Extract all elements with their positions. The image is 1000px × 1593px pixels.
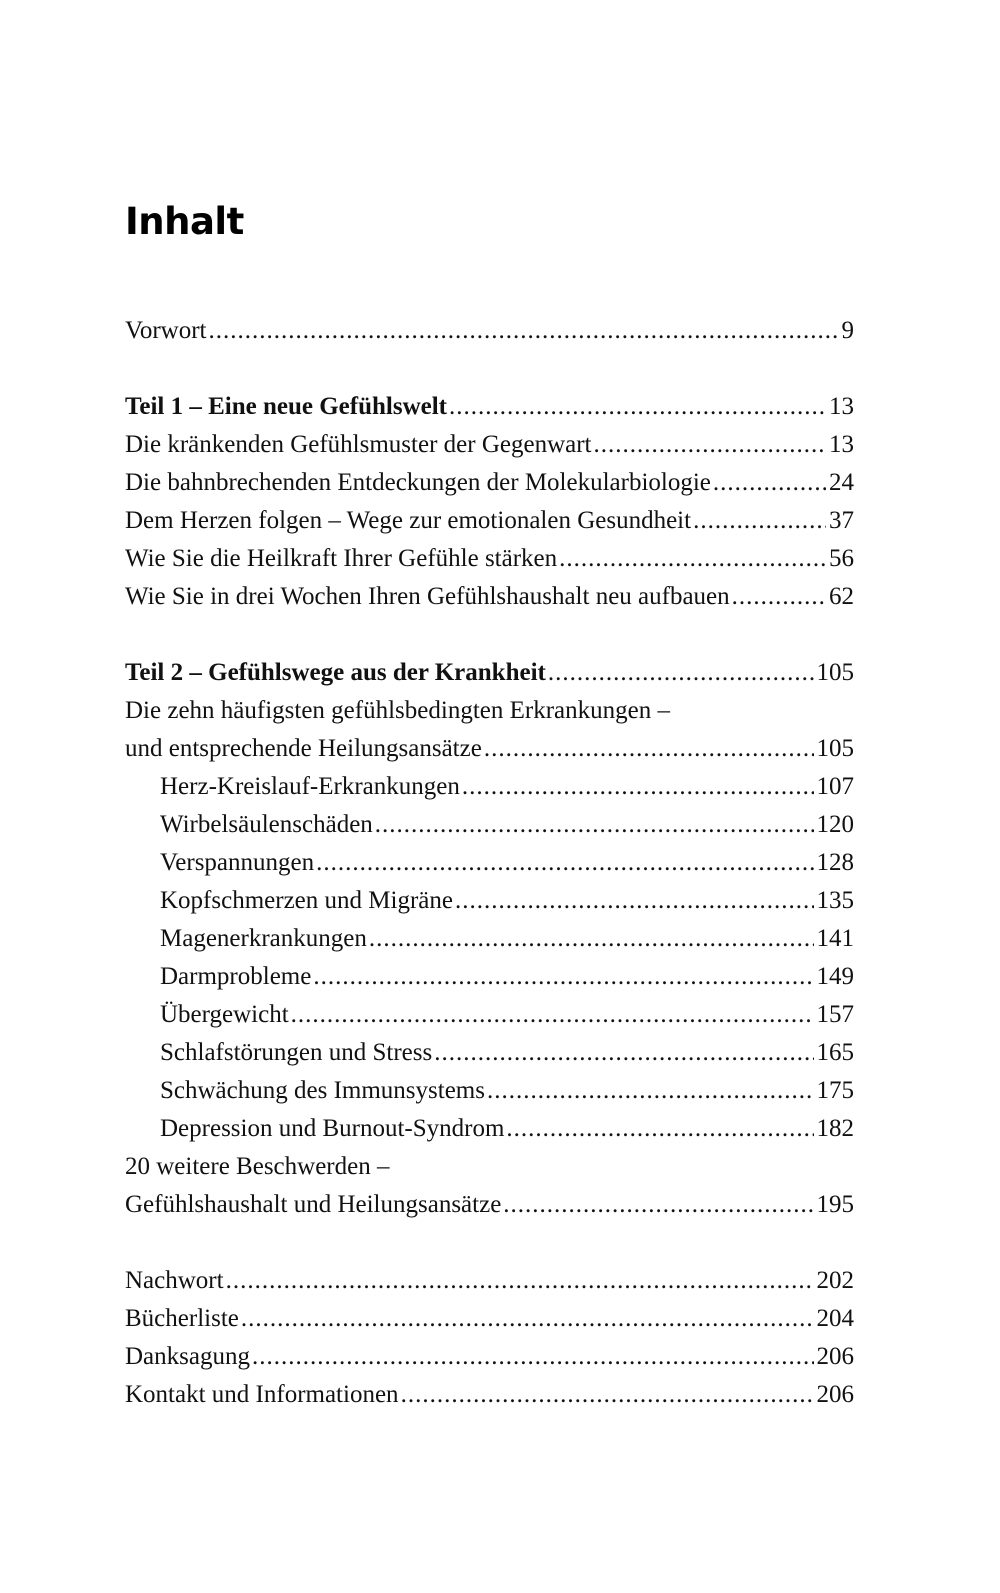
toc-entry-title: Verspannungen (160, 849, 315, 876)
toc-page-number: 105 (816, 735, 854, 762)
dot-leader (484, 730, 814, 768)
dot-leader (455, 882, 814, 920)
toc-page-number: 165 (816, 1039, 854, 1066)
toc-entry-title: Schlafstörungen und Stress (160, 1039, 433, 1066)
toc-entry-title: Magenerkrankungen (160, 925, 367, 952)
toc-subentry[interactable] (160, 882, 854, 920)
toc-entry-title: Kopfschmerzen und Migräne (160, 887, 453, 914)
toc-entry-title: Kontakt und Informationen (125, 1381, 399, 1408)
toc-page-number: 175 (816, 1077, 854, 1104)
toc-page-number: 141 (816, 925, 854, 952)
toc-page-number: 37 (829, 507, 854, 534)
toc-entry-title: Übergewicht (160, 1001, 289, 1028)
toc-page-number: 24 (829, 469, 854, 496)
toc-entry-danksagung[interactable] (125, 1338, 854, 1376)
toc-entry[interactable] (125, 464, 854, 502)
toc-entry-title: Schwächung des Immunsystems (160, 1077, 485, 1104)
dot-leader (506, 1110, 813, 1148)
dot-leader (375, 806, 814, 844)
toc-subentry[interactable] (160, 1034, 854, 1072)
dot-leader (313, 958, 813, 996)
page-title: Inhalt (125, 200, 244, 243)
toc-page-number: 135 (816, 887, 854, 914)
toc-entry-title: Nachwort (125, 1267, 224, 1294)
toc-entry[interactable] (125, 426, 854, 464)
dot-leader (252, 1338, 814, 1376)
toc-page-number: 202 (816, 1267, 854, 1294)
toc-entry[interactable] (125, 578, 854, 616)
toc-part-header-2[interactable] (125, 654, 854, 692)
dot-leader (208, 312, 838, 350)
dot-leader (291, 996, 814, 1034)
toc-subentry[interactable] (160, 920, 854, 958)
toc-entry[interactable] (125, 730, 854, 768)
toc-entry-title: Dem Herzen folgen – Wege zur emotionalen Gesundheit (125, 507, 692, 534)
dot-leader (316, 844, 813, 882)
toc-page-number: 206 (816, 1343, 854, 1370)
dot-leader (226, 1262, 814, 1300)
dot-leader (449, 388, 826, 426)
toc-subentry[interactable] (160, 958, 854, 996)
dot-leader (559, 540, 826, 578)
toc-entry-title: Danksagung (125, 1343, 250, 1370)
toc-entry-title: Bücherliste (125, 1305, 239, 1332)
toc-entry-title: Gefühlshaushalt und Heilungsansätze (125, 1191, 502, 1218)
toc-entry-title: Die bahnbrechenden Entdeckungen der Molekularbiologie (125, 469, 711, 496)
toc-entry-title: Die kränkenden Gefühlsmuster der Gegenwart (125, 431, 592, 458)
toc-entry-title: Herz-Kreislauf-Erkrankungen (160, 773, 460, 800)
toc-page-number: 128 (816, 849, 854, 876)
toc-subentry[interactable] (160, 806, 854, 844)
toc-entry-title: Teil 1 – Eine neue Gefühlswelt (125, 393, 448, 420)
toc-subentry[interactable] (160, 768, 854, 806)
dot-leader (487, 1072, 814, 1110)
toc-page-number: 157 (816, 1001, 854, 1028)
toc-page-number: 13 (829, 393, 854, 420)
dot-leader (462, 768, 814, 806)
dot-leader (369, 920, 814, 958)
toc-entry-title: und entsprechende Heilungsansätze (125, 735, 482, 762)
toc-page-number: 206 (816, 1381, 854, 1408)
toc-entry-title: Wie Sie die Heilkraft Ihrer Gefühle stärken (125, 545, 558, 572)
toc-page-number: 107 (816, 773, 854, 800)
toc-entry-buecherliste[interactable] (125, 1300, 854, 1338)
dot-leader (713, 464, 826, 502)
dot-leader (503, 1186, 813, 1224)
toc-page-number: 182 (816, 1115, 854, 1142)
dot-leader (434, 1034, 813, 1072)
toc-entry-title: Wirbelsäulenschäden (160, 811, 373, 838)
dot-leader (548, 654, 814, 692)
toc-subentry[interactable] (160, 996, 854, 1034)
toc-page-number: 149 (816, 963, 854, 990)
toc-entry-title-first-line: 20 weitere Beschwerden – (125, 1153, 390, 1180)
toc-page-number: 120 (816, 811, 854, 838)
toc-page-number: 62 (829, 583, 854, 610)
toc-page-number: 9 (841, 317, 854, 344)
toc-entry[interactable] (125, 1186, 854, 1224)
toc-entry-title-first-line: Die zehn häufigsten gefühlsbedingten Erkrankungen – (125, 697, 670, 724)
toc-entry[interactable] (125, 502, 854, 540)
toc-entry-kontakt[interactable] (125, 1376, 854, 1414)
toc-page-number: 13 (829, 431, 854, 458)
toc-page-number: 105 (816, 659, 854, 686)
toc-entry[interactable] (125, 540, 854, 578)
toc-page-number: 56 (829, 545, 854, 572)
toc-entry-title: Depression und Burnout-Syndrom (160, 1115, 505, 1142)
toc-subentry[interactable] (160, 1072, 854, 1110)
toc-subentry[interactable] (160, 1110, 854, 1148)
toc-entry-title: Wie Sie in drei Wochen Ihren Gefühlshaushalt neu aufbauen (125, 583, 730, 610)
toc-subentry[interactable] (160, 844, 854, 882)
toc-entry-vorwort[interactable] (125, 312, 854, 350)
toc-entry-title: Darmprobleme (160, 963, 312, 990)
toc-entry-nachwort[interactable] (125, 1262, 854, 1300)
toc-page-number: 195 (816, 1191, 854, 1218)
toc-entry-title: Vorwort (125, 317, 207, 344)
dot-leader (693, 502, 826, 540)
dot-leader (401, 1376, 814, 1414)
toc-part-header-1[interactable] (125, 388, 854, 426)
toc-page-number: 204 (816, 1305, 854, 1332)
dot-leader (732, 578, 826, 616)
toc-entry-title: Teil 2 – Gefühlswege aus der Krankheit (125, 659, 546, 686)
dot-leader (241, 1300, 814, 1338)
dot-leader (594, 426, 827, 464)
